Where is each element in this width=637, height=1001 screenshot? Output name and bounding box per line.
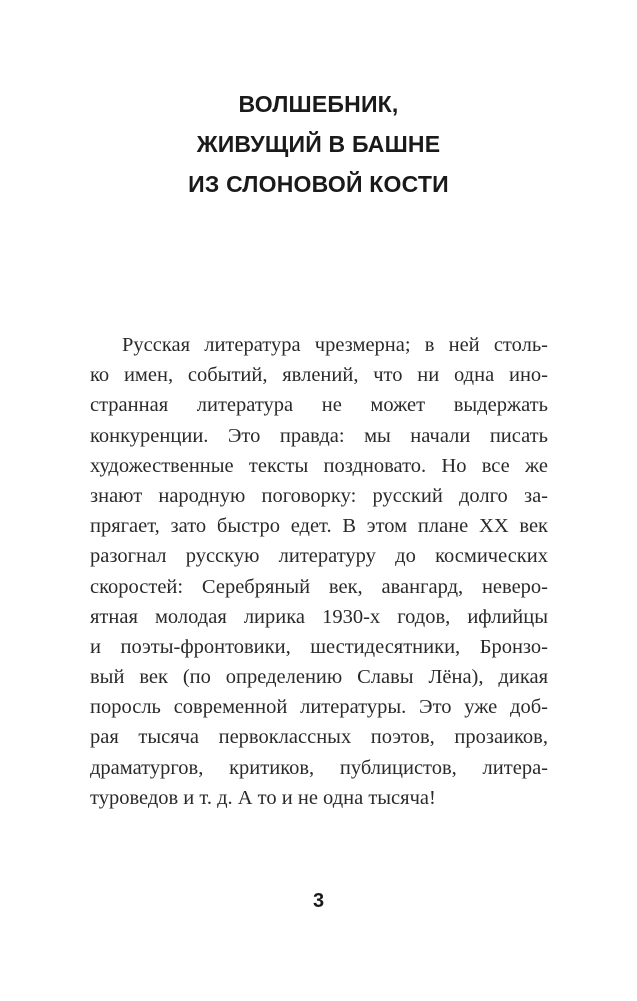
page-number: 3 bbox=[312, 890, 325, 912]
text-line: туроведов и т. д. А то и не одна тысяча! bbox=[90, 786, 436, 809]
text-line: прягает, зато быстро едет. В этом плане XX век bbox=[90, 515, 548, 538]
chapter-title-line: ЖИВУЩИЙ В БАШНЕ bbox=[196, 131, 441, 157]
text-line: разогнал русскую литературу до космических bbox=[90, 545, 548, 568]
text-line: рая тысяча первоклассных поэтов, прозаиков, bbox=[90, 726, 548, 749]
text-line: странная литература не может выдержать bbox=[90, 394, 548, 417]
text-line: Русская литература чрезмерна; в ней столь- bbox=[122, 334, 548, 356]
text-line: поросль современной литературы. Это уже доб- bbox=[90, 696, 548, 719]
text-line: художественные тексты поздновато. Но все же bbox=[90, 454, 548, 477]
text-line: знают народную поговорку: русский долго за- bbox=[90, 484, 548, 507]
text-line: и поэты-фронтовики, шестидесятники, Бронзо- bbox=[90, 635, 548, 658]
body-paragraph bbox=[90, 330, 548, 813]
chapter-title-line: ИЗ СЛОНОВОЙ КОСТИ bbox=[188, 171, 449, 197]
text-line: ко имен, событий, явлений, что ни одна ино- bbox=[90, 364, 548, 387]
chapter-title-line: ВОЛШЕБНИК, bbox=[238, 91, 399, 117]
chapter-title bbox=[0, 84, 637, 204]
text-line: конкуренции. Это правда: мы начали писать bbox=[90, 424, 548, 447]
text-line: вый век (по определению Славы Лёна), дикая bbox=[90, 666, 548, 689]
text-line: скоростей: Серебряный век, авангард, неверо- bbox=[90, 575, 548, 598]
text-line: драматургов, критиков, публицистов, литера- bbox=[90, 756, 548, 779]
text-line: ятная молодая лирика 1930-х годов, ифлийцы bbox=[90, 605, 548, 628]
